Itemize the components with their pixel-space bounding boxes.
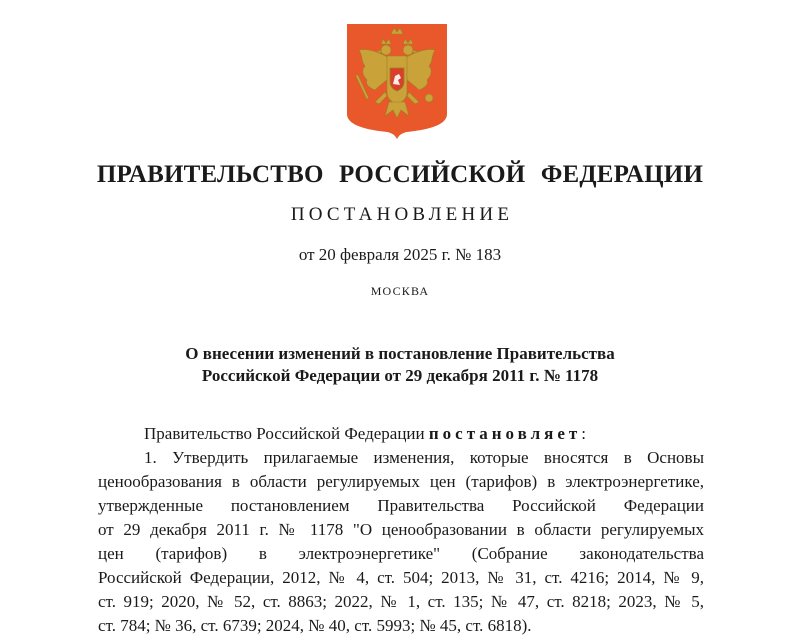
subject-line-2: Российской Федерации от 29 декабря 2011 г. № 1178 — [201, 366, 599, 385]
preamble — [144, 423, 586, 445]
paragraph-line: цен (тарифов) в электроэнергетике" (Собрание законодательства — [98, 544, 704, 563]
point-1-paragraph — [98, 446, 704, 638]
paragraph-line: ст. 919; 2020, № 52, ст. 8863; 2022, № 1, ст. 135; № 47, ст. 8218; 2023, № 5, — [98, 592, 704, 611]
subject-line-1: О внесении изменений в постановление Правительства — [185, 344, 615, 363]
paragraph-line: Российской Федерации, 2012, № 4, ст. 504; 2013, № 31, ст. 4216; 2014, № 9, — [98, 568, 704, 587]
document-type-heading: ПОСТАНОВЛЕНИЕ — [290, 204, 514, 225]
government-title: ПРАВИТЕЛЬСТВО РОССИЙСКОЙ ФЕДЕРАЦИИ — [96, 161, 704, 188]
paragraph-line: от 29 декабря 2011 г. № 1178 "О ценообразовании в области регулируемых — [98, 520, 704, 539]
preamble-text: Правительство Российской Федерации — [144, 424, 429, 443]
preamble-verb: постановляет — [428, 424, 582, 443]
paragraph-line: утвержденные постановлением Правительства Российской Федерации — [98, 496, 704, 515]
document-date-number: от 20 февраля 2025 г. № 183 — [298, 245, 502, 264]
russian-coat-of-arms-icon — [345, 22, 449, 140]
issuing-city: МОСКВА — [370, 284, 430, 298]
preamble-colon: : — [581, 424, 586, 443]
paragraph-line: 1. Утвердить прилагаемые изменения, которые вносятся в Основы — [144, 448, 704, 467]
document-subject — [0, 343, 800, 387]
coat-of-arms-emblem — [345, 22, 449, 140]
paragraph-line: ст. 784; № 36, ст. 6739; 2024, № 40, ст. 5993; № 45, ст. 6818). — [98, 616, 532, 635]
paragraph-line: ценообразования в области регулируемых цен (тарифов) в электроэнергетике, — [98, 472, 704, 491]
